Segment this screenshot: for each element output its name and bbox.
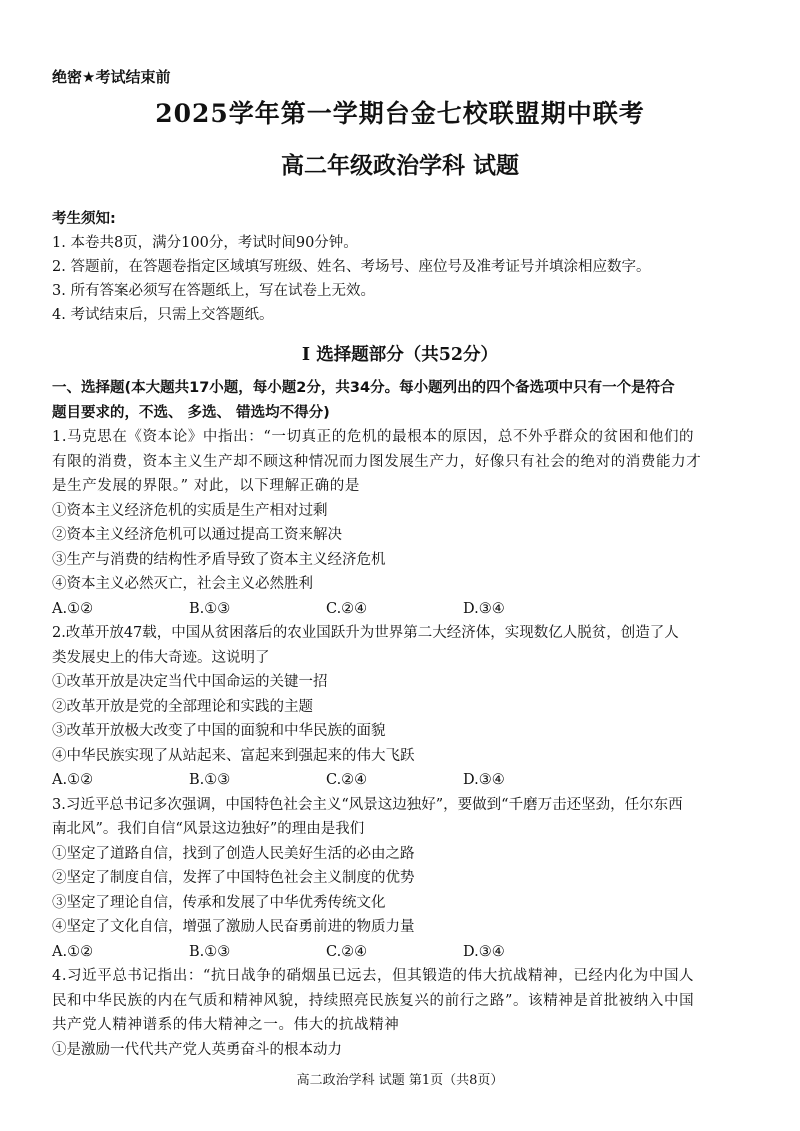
statement: ①资本主义经济危机的实质是生产相对过剩 xyxy=(52,502,328,519)
statement: ③改革开放极大改变了中国的面貌和中华民族的面貌 xyxy=(52,723,386,739)
statement: ②改革开放是党的全部理论和实践的主题 xyxy=(52,698,313,715)
answer-choices xyxy=(52,940,752,965)
choice-d: D.③④ xyxy=(463,772,505,788)
choice-c: C.②④ xyxy=(326,772,368,788)
choice-b: B.①③ xyxy=(189,943,231,960)
choice-c: C.②④ xyxy=(326,943,368,960)
choice-a: A.①② xyxy=(52,600,94,617)
notice-item: 4. 考试结束后，只需上交答题纸。 xyxy=(52,307,274,323)
statement: ②资本主义经济危机可以通过提高工资来解决 xyxy=(52,527,342,543)
question-stem-line: 3.习近平总书记多次强调，中国特色社会主义“风景这边独好”，要做到“千磨万击还坚劲，任尔东西 xyxy=(52,796,683,813)
part-instruction: 题目要求的，不选、 多选、 错选均不得分) xyxy=(52,404,330,421)
statement: ④资本主义必然灭亡，社会主义必然胜利 xyxy=(52,576,313,592)
question-stem-line: 有限的消费，资本主义生产却不顾这种情况而力图发展生产力，好像只有社会的绝对的消费能力才 xyxy=(52,453,702,470)
question-3 xyxy=(52,793,752,965)
questions-block xyxy=(52,376,752,1062)
question-1 xyxy=(52,425,752,621)
question-stem-line: 4.习近平总书记指出：“抗日战争的硝烟虽已远去，但其锻造的伟大抗战精神，已经内化为中国人 xyxy=(52,968,695,984)
part-instruction: 一、选择题(本大题共17小题，每小题2分，共34分。每小题列出的四个备选项中只有一个是符合 xyxy=(52,380,675,396)
question-stem-line: 共产党人精神谱系的伟大精神之一。伟大的抗战精神 xyxy=(52,1017,400,1033)
notice-item: 2. 答题前，在答题卷指定区域填写班级、姓名、考场号、座位号及准考证号并填涂相应数字。 xyxy=(52,259,651,275)
statement: ③坚定了理论自信，传承和发展了中华优秀传统文化 xyxy=(52,894,386,911)
statement: ④坚定了文化自信，增强了激励人民奋勇前进的物质力量 xyxy=(52,919,415,935)
question-4 xyxy=(52,964,752,1062)
question-stem-line: 南北风”。我们自信“风景这边独好”的理由是我们 xyxy=(52,821,365,837)
choice-a: A.①② xyxy=(52,772,94,788)
statement: ①改革开放是决定当代中国命运的关键一招 xyxy=(52,674,328,690)
notice-item: 1. 本卷共8页，满分100分，考试时间90分钟。 xyxy=(52,235,358,251)
choice-b: B.①③ xyxy=(189,600,231,617)
answer-choices xyxy=(52,597,752,622)
confidential-label: 绝密★考试结束前 xyxy=(52,68,171,86)
question-2 xyxy=(52,621,752,793)
section-title: I 选择题部分（共52分） xyxy=(301,345,499,365)
exam-subtitle: 高二年级政治学科 试题 xyxy=(280,152,519,179)
question-stem-line: 1.马克思在《资本论》中指出：“一切真正的危机的最根本的原因，总不外乎群众的贫困和他们的 xyxy=(52,429,695,445)
notice-item: 3. 所有答案必须写在答题纸上，写在试卷上无效。 xyxy=(52,283,375,299)
candidate-notice xyxy=(52,207,752,327)
choice-b: B.①③ xyxy=(189,772,231,788)
choice-a: A.①② xyxy=(52,943,94,960)
notice-heading: 考生须知: xyxy=(52,211,116,227)
statement: ②坚定了制度自信，发挥了中国特色社会主义制度的优势 xyxy=(52,870,415,886)
question-stem-line: 2.改革开放47载，中国从贫困落后的农业国跃升为世界第二大经济体，实现数亿人脱贫，创造了人 xyxy=(52,625,679,641)
choice-d: D.③④ xyxy=(463,943,505,960)
page-footer: 高二政治学科 试题 第1页（共8页） xyxy=(296,1073,504,1088)
answer-choices xyxy=(52,768,752,793)
question-stem-line: 类发展史上的伟大奇迹。这说明了 xyxy=(52,649,270,666)
choice-d: D.③④ xyxy=(463,600,505,617)
statement: ①是激励一代代共产党人英勇奋斗的根本动力 xyxy=(52,1041,342,1058)
statement: ④中华民族实现了从站起来、富起来到强起来的伟大飞跃 xyxy=(52,747,415,764)
statement: ①坚定了道路自信，找到了创造人民美好生活的必由之路 xyxy=(52,845,415,862)
statement: ③生产与消费的结构性矛盾导致了资本主义经济危机 xyxy=(52,551,386,568)
choice-c: C.②④ xyxy=(326,600,368,617)
question-stem-line: 民和中华民族的内在气质和精神风貌，持续照亮民族复兴的前行之路”。该精神是首批被纳入中国 xyxy=(52,992,695,1009)
question-stem-line: 是生产发展的界限。” 对此，以下理解正确的是 xyxy=(52,478,360,494)
exam-title: 2025学年第一学期台金七校联盟期中联考 xyxy=(155,99,645,128)
